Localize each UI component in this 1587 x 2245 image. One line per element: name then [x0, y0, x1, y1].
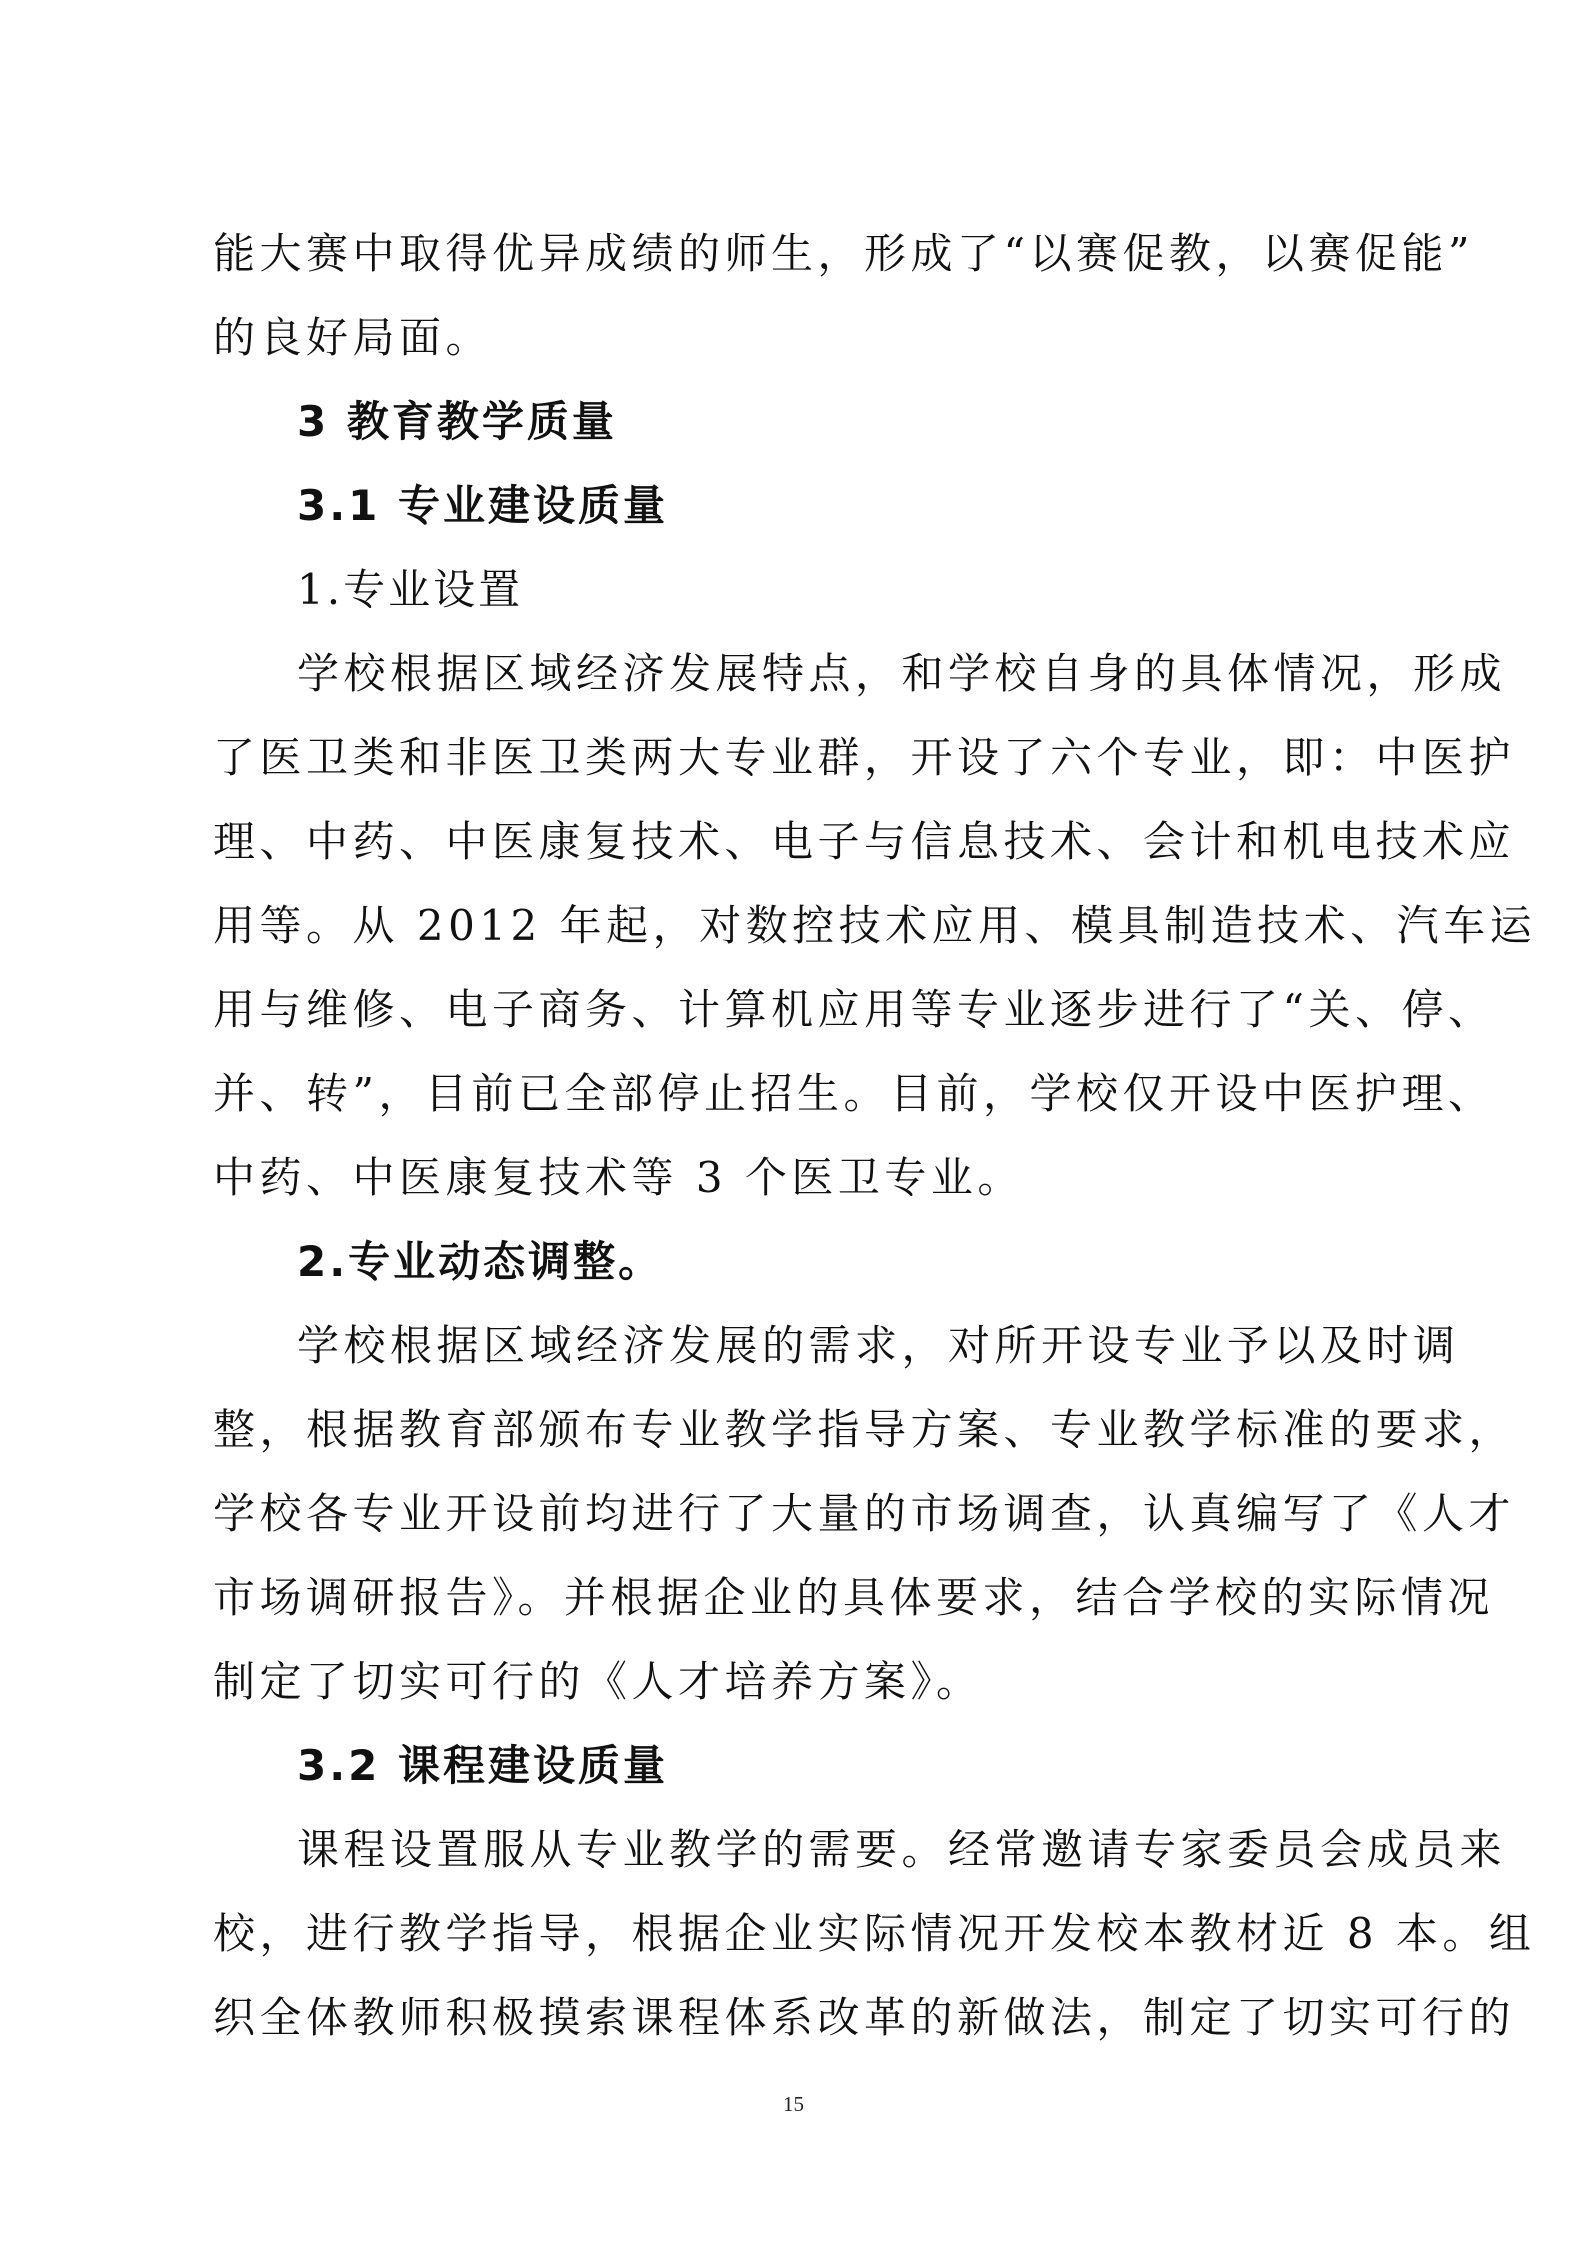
- paragraph-line: 用等。从 2012 年起，对数控技术应用、模具制造技术、汽车运: [213, 901, 1537, 950]
- page-number: 15: [783, 2092, 804, 2116]
- section-heading: 3 教育教学质量: [297, 397, 617, 446]
- paragraph-line: 并、转”，目前已全部停止招生。目前，学校仅开设中医护理、: [213, 1069, 1495, 1118]
- paragraph-line: 织全体教师积极摸索课程体系改革的新做法，制定了切实可行的: [213, 1993, 1516, 2042]
- paragraph-line: 学校根据区域经济发展的需求，对所开设专业予以及时调: [297, 1321, 1460, 1370]
- paragraph-line: 制定了切实可行的《人才培养方案》。: [213, 1657, 983, 1706]
- item-heading: 2.专业动态调整。: [297, 1237, 664, 1286]
- paragraph-line: 用与维修、电子商务、计算机应用等专业逐步进行了“关、停、: [213, 985, 1495, 1034]
- paragraph-line: 校，进行教学指导，根据企业实际情况开发校本教材近 8 本。组: [213, 1909, 1536, 1958]
- paragraph-line: 整，根据教育部颁布专业教学指导方案、专业教学标准的要求，: [213, 1405, 1516, 1454]
- paragraph-line: 的良好局面。: [213, 313, 493, 362]
- paragraph-line: 理、中药、中医康复技术、电子与信息技术、会计和机电技术应: [213, 817, 1516, 866]
- paragraph-line: 市场调研报告》。并根据企业的具体要求，结合学校的实际情况: [213, 1573, 1495, 1622]
- paragraph-line: 能大赛中取得优异成绩的师生，形成了“以赛促教，以赛促能”: [213, 229, 1474, 278]
- subsection-heading: 3.2 课程建设质量: [297, 1741, 669, 1790]
- paragraph-line: 学校根据区域经济发展特点，和学校自身的具体情况，形成: [297, 649, 1507, 698]
- paragraph-line: 学校各专业开设前均进行了大量的市场调查，认真编写了《人才: [213, 1489, 1516, 1538]
- paragraph-line: 中药、中医康复技术等 3 个医卫专业。: [213, 1153, 1024, 1202]
- document-page: [213, 212, 1537, 2060]
- paragraph-line: 课程设置服从专业教学的需要。经常邀请专家委员会成员来: [297, 1825, 1507, 1874]
- subsection-heading: 3.1 专业建设质量: [297, 481, 669, 530]
- paragraph-line: 了医卫类和非医卫类两大专业群，开设了六个专业，即：中医护: [213, 733, 1516, 782]
- item-heading: 1.专业设置: [297, 565, 524, 614]
